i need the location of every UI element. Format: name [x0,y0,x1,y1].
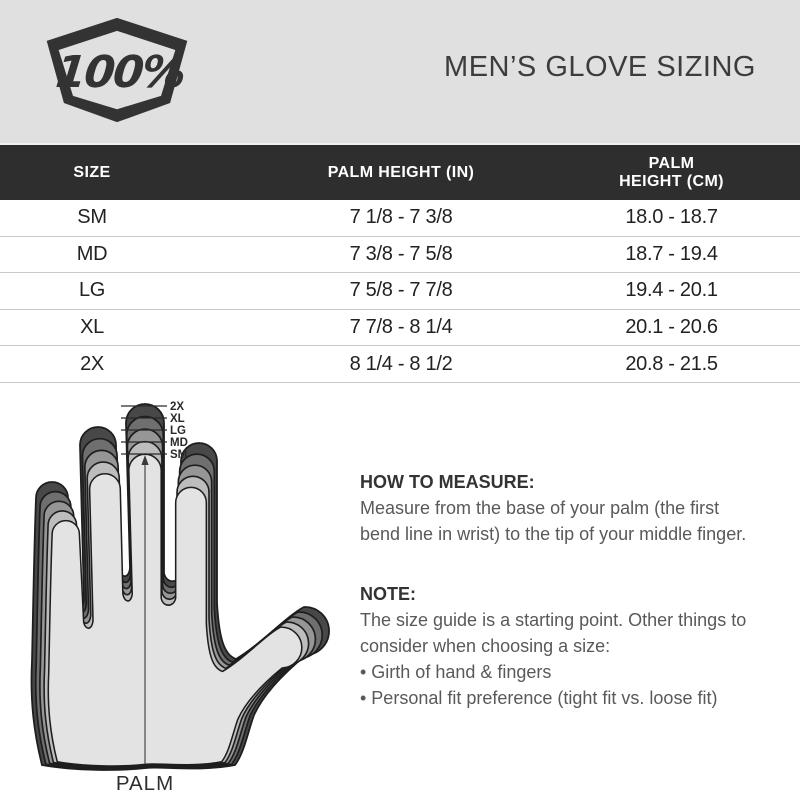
cell-palm-cm: 18.7 - 19.4 [625,242,718,265]
size-label-xl: XL [170,413,185,425]
table-row [0,200,800,237]
cell-size: XL [80,316,104,339]
page-title: MEN’S GLOVE SIZING [444,51,756,83]
hand-sizing-diagram [0,393,360,801]
table-row [0,237,800,274]
note-section [360,581,760,711]
cell-palm-in: 7 3/8 - 7 5/8 [349,242,453,265]
how-to-measure-heading: HOW TO MEASURE: [360,472,535,492]
cell-size: SM [77,206,107,229]
column-header-size: SIZE [73,163,111,181]
cell-palm-cm: 20.1 - 20.6 [625,316,718,339]
note-bullet-2: • Personal fit preference (tight fit vs. loose fit) [360,688,718,708]
table-body [0,200,800,383]
table-row [0,273,800,310]
logo-text: 100% [53,46,187,98]
note-heading: NOTE: [360,584,416,604]
size-label-sm: SM [170,449,188,461]
cell-size: MD [76,242,108,265]
size-tick-labels [170,401,188,461]
cell-palm-cm: 19.4 - 20.1 [625,279,718,302]
cell-palm-in: 7 7/8 - 8 1/4 [349,316,453,339]
size-label-md: MD [170,437,188,449]
cell-palm-in: 7 5/8 - 7 7/8 [349,279,453,302]
note-bullet-1: • Girth of hand & fingers [360,662,552,682]
cell-palm-cm: 20.8 - 21.5 [625,352,718,375]
column-header-palm-height-cm: PALM HEIGHT (CM) [619,154,724,190]
table-row [0,346,800,383]
cell-palm-cm: 18.0 - 18.7 [625,206,718,229]
cell-size: 2X [80,352,104,375]
table-row [0,310,800,347]
how-to-measure-section [360,469,760,547]
palm-label: PALM [115,772,175,795]
header-banner [0,0,800,145]
size-label-2x: 2X [170,401,185,413]
cell-palm-in: 7 1/8 - 7 3/8 [349,206,453,229]
how-to-measure-body: Measure from the base of your palm (the first bend line in wrist) to the tip of your middle finger. [360,498,747,544]
cell-size: LG [78,279,106,302]
note-body: The size guide is a starting point. Other things to consider when choosing a size: [360,610,747,656]
size-label-lg: LG [170,425,186,437]
table-header [0,145,800,200]
brand-logo-icon [38,16,196,126]
cell-palm-in: 8 1/4 - 8 1/2 [349,352,453,375]
instructions-column [360,469,760,711]
column-header-palm-height-in: PALM HEIGHT (IN) [327,163,475,181]
